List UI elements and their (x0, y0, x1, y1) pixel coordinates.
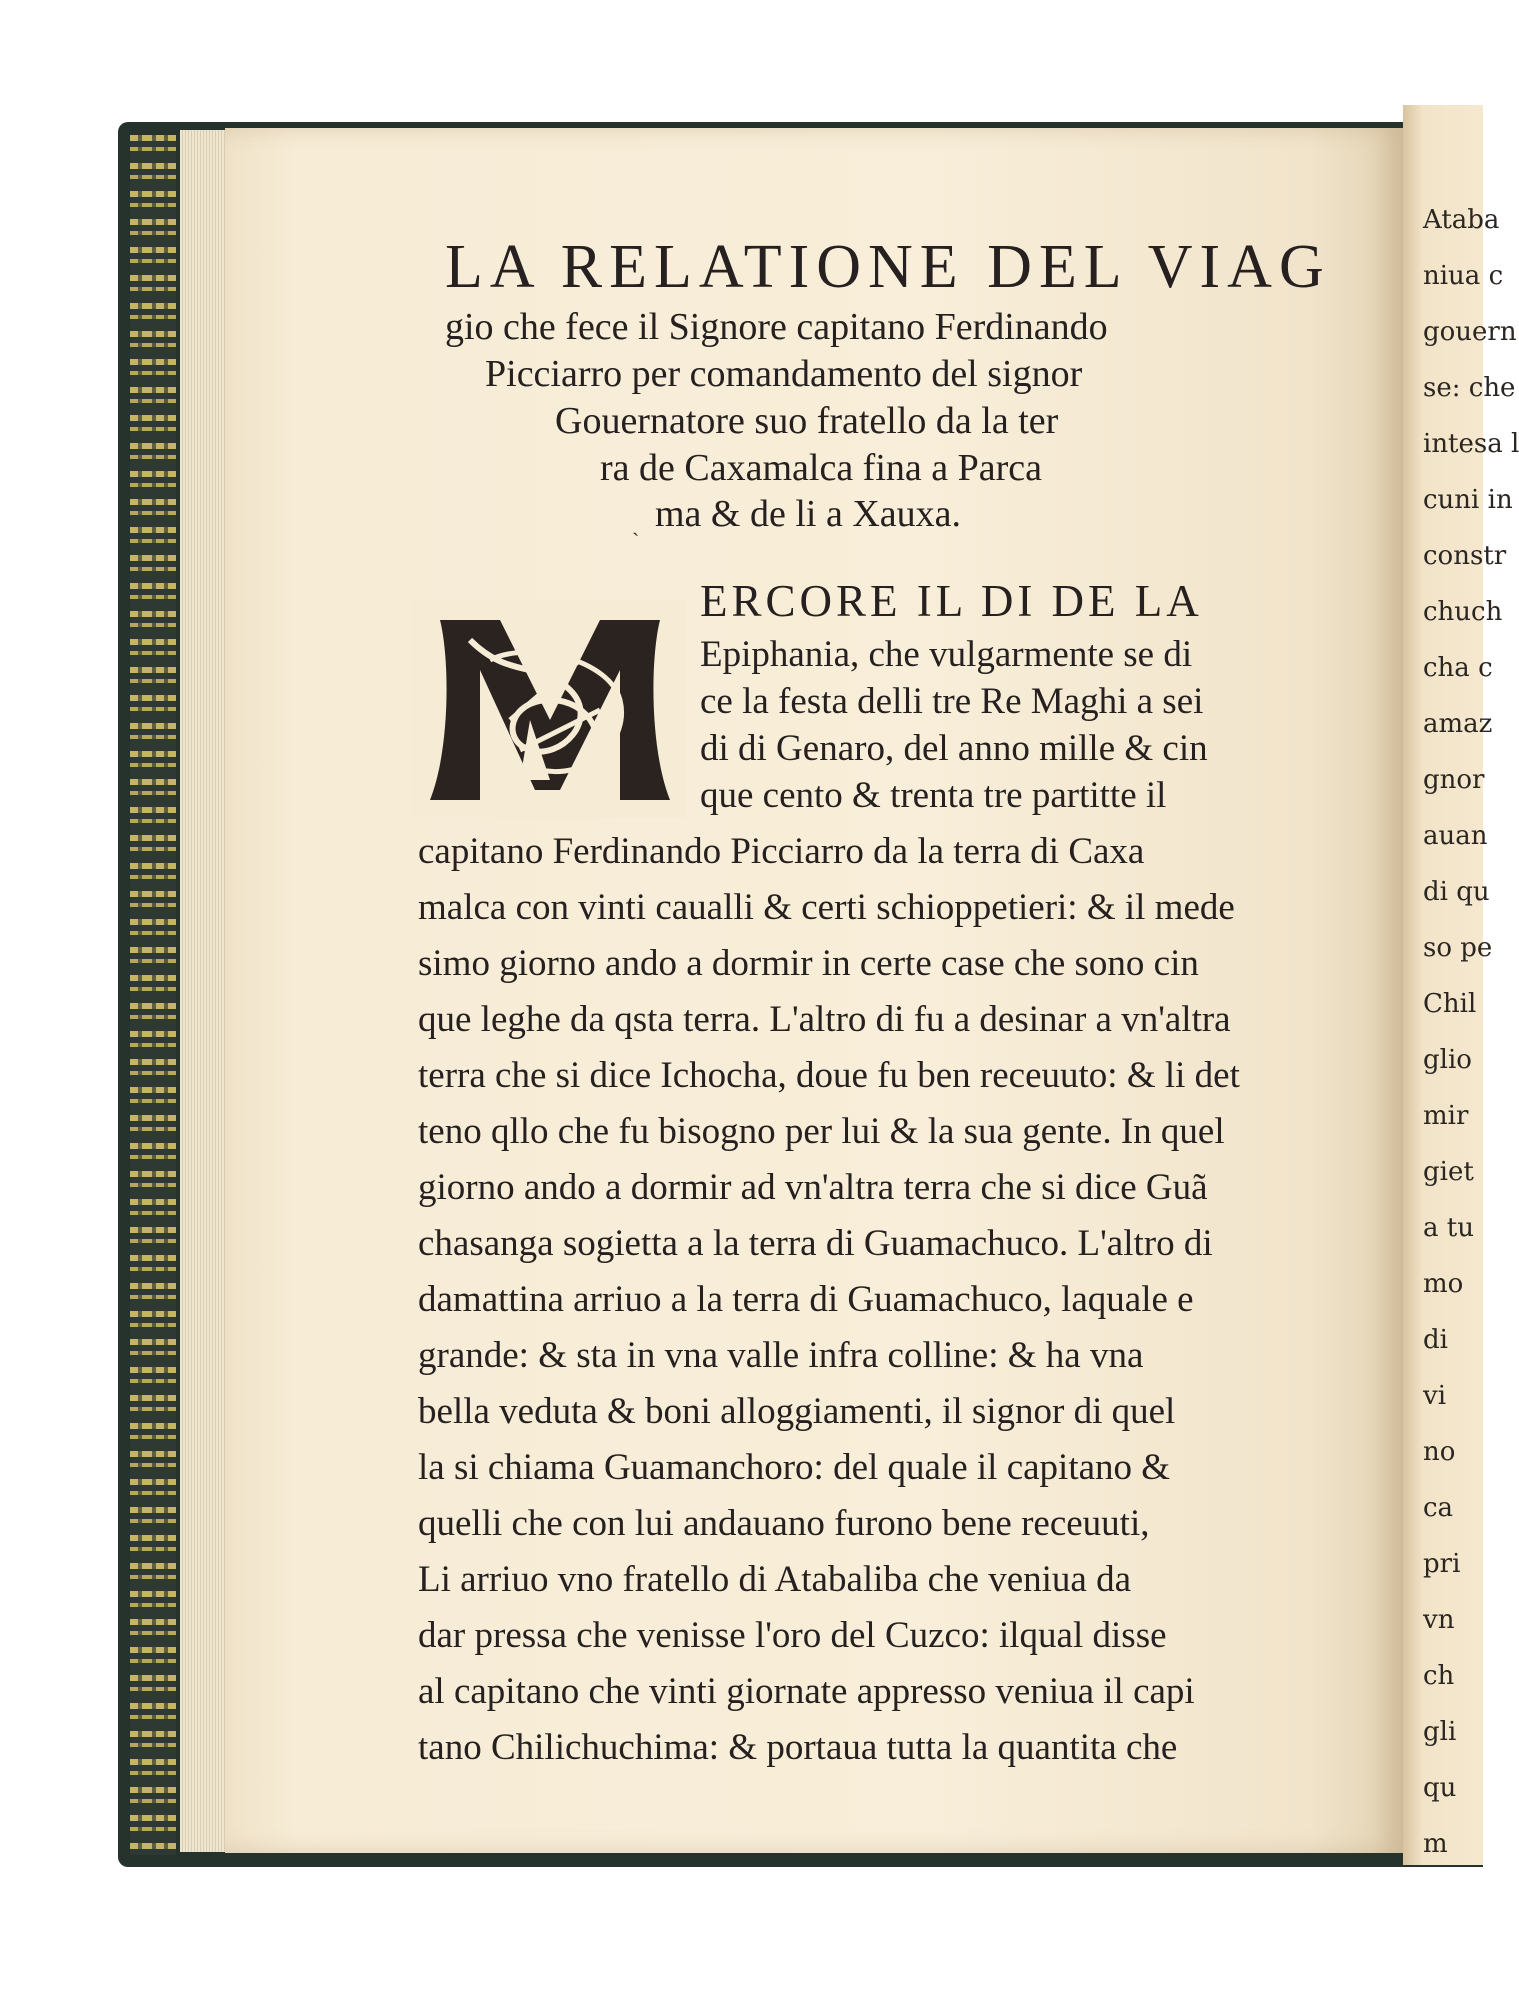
body-line: di di Genaro, del anno mille & cin (700, 728, 1208, 769)
body-line: chasanga sogietta a la terra di Guamachuco. L'altro di (418, 1223, 1213, 1264)
body-line: simo giorno ando a dormir in certe case che sono cin (418, 943, 1199, 984)
body-line: damattina arriuo a la terra di Guamachuco, laquale e (418, 1279, 1194, 1320)
right-page-line: di (1423, 1325, 1448, 1355)
right-page-line: giet (1423, 1157, 1474, 1187)
right-page-line: intesa l (1423, 429, 1519, 459)
right-page-line: gouern (1423, 317, 1517, 347)
body-line: la si chiama Guamanchoro: del quale il capitano & (418, 1447, 1171, 1488)
heading-line: ra de Caxamalca fina a Parca (600, 447, 1043, 489)
right-page-line: gli (1423, 1717, 1457, 1747)
body-line: Li arriuo vno fratello di Atabaliba che veniua da (418, 1559, 1132, 1600)
body-line: grande: & sta in vna valle infra colline: & ha vna (418, 1335, 1144, 1376)
right-page-line: mir (1423, 1101, 1469, 1131)
body-line: quelli che con lui andauano furono bene receuuti, (418, 1503, 1150, 1544)
title-line: LA RELATIONE DEL VIAG (445, 233, 1331, 301)
right-page-line: constr (1423, 541, 1507, 571)
heading-line: Picciarro per comandamento del signor (485, 353, 1083, 395)
right-page-line: vn (1423, 1605, 1455, 1635)
heading-line: Gouernatore suo fratello da la ter (555, 400, 1059, 442)
right-page-line: so pe (1423, 933, 1493, 963)
right-page-line: amaz (1423, 709, 1493, 739)
right-page-line: ch (1423, 1661, 1455, 1691)
first-body-line: ERCORE IL DI DE LA (700, 576, 1203, 626)
body-line: terra che si dice Ichocha, doue fu ben receuuto: & li det (418, 1055, 1240, 1096)
right-page-line: chuch (1423, 597, 1503, 627)
right-page-line: se: che (1423, 373, 1516, 403)
right-page-line: a tu (1423, 1213, 1474, 1243)
printer-mark: ` (632, 528, 640, 553)
right-page-line: auan (1423, 821, 1488, 851)
drop-cap-illustration (410, 600, 685, 818)
body-line: teno qllo che fu bisogno per lui & la sua gente. In quel (418, 1111, 1225, 1152)
right-page-line: gnor (1423, 765, 1485, 795)
body-line: que leghe da qsta terra. L'altro di fu a desinar a vn'altra (418, 999, 1231, 1040)
body-line: giorno ando a dormir ad vn'altra terra che si dice Guã (418, 1167, 1208, 1208)
body-line: que cento & trenta tre partitte il (700, 775, 1167, 816)
body-line: capitano Ferdinando Picciarro da la terra di Caxa (418, 831, 1145, 872)
right-page-line: di qu (1423, 877, 1490, 907)
body-line: tano Chilichuchima: & portaua tutta la quantita che (418, 1727, 1178, 1768)
body-line: ce la festa delli tre Re Maghi a sei (700, 681, 1204, 722)
heading-line: gio che fece il Signore capitano Ferdinando (445, 306, 1108, 348)
right-page-line: qu (1423, 1773, 1457, 1803)
right-page-line: pri (1423, 1549, 1461, 1579)
right-page-line: cha c (1423, 653, 1493, 683)
right-page-line: m (1423, 1829, 1448, 1859)
body-line: Epiphania, che vulgarmente se di (700, 634, 1193, 675)
right-page-line: cuni in (1423, 485, 1513, 515)
right-page-line: niua c (1423, 261, 1504, 291)
body-line: dar pressa che venisse l'oro del Cuzco: ilqual disse (418, 1615, 1167, 1656)
body-line: malca con vinti caualli & certi schioppetieri: & il mede (418, 887, 1235, 928)
body-line: al capitano che vinti giornate appresso veniua il capi (418, 1671, 1195, 1712)
body-line: bella veduta & boni alloggiamenti, il signor di quel (418, 1391, 1176, 1432)
heading-line: ma & de li a Xauxa. (655, 493, 962, 535)
right-page-line: no (1423, 1437, 1456, 1467)
right-page-line: glio (1423, 1045, 1472, 1075)
right-page-line: mo (1423, 1269, 1464, 1299)
right-page-line: vi (1423, 1381, 1447, 1411)
right-page-line: ca (1423, 1493, 1454, 1523)
right-page-line: Chil (1423, 989, 1477, 1019)
ornamental-drop-cap (410, 600, 685, 818)
right-page-line: Ataba (1423, 205, 1500, 235)
